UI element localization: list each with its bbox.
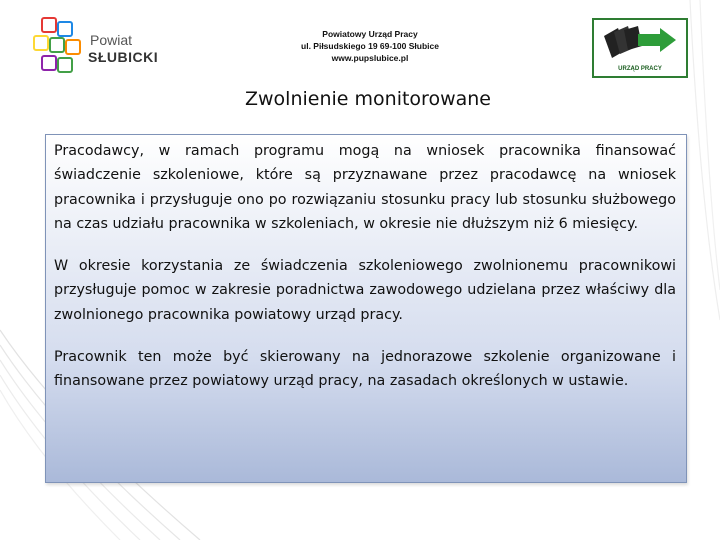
colored-squares-icon — [32, 16, 88, 78]
powiat-slubicki-logo — [32, 16, 172, 78]
logo-text-powiat: Powiat — [90, 32, 133, 48]
page-title: Zwolnienie monitorowane — [245, 88, 491, 110]
paragraph-1: Pracodawcy, w ramach programu mogą na wniosek pracownika finansować świadczenie szkoleniowe, które są przyznawane przez pracodawcę na wniosek pracownika i przysługuje ono po rozwiązaniu stosunku pracy lub stosunku służbowego na czas udziału pracownika w szkoleniach, w okresie nie dłuższym niż 6 miesięcy. — [54, 143, 676, 232]
urzad-pracy-logo — [592, 18, 688, 78]
paragraph-2: W okresie korzystania ze świadczenia szkoleniowego zwolnionemu pracownikowi przysługuje pomoc w zakresie poradnictwa zawodowego udzielana przez właściwy dla zwolnionego pracownika powiatowy urząd pracy. — [54, 258, 676, 323]
office-address — [250, 28, 490, 64]
paragraph-3: Pracownik ten może być skierowany na jednorazowe szkolenie organizowane i finansowane przez powiatowy urząd pracy, na zasadach określonych w ustawie. — [54, 349, 676, 390]
urzad-pracy-label: URZĄD PRACY — [618, 66, 662, 72]
logo-text-slubicki: SŁUBICKI — [88, 49, 159, 65]
office-name: Powiatowy Urząd Pracy — [322, 29, 418, 39]
office-website: www.pupslubice.pl — [331, 53, 409, 63]
content-box — [45, 134, 687, 483]
office-street: ul. Piłsudskiego 19 69-100 Słubice — [301, 41, 439, 51]
